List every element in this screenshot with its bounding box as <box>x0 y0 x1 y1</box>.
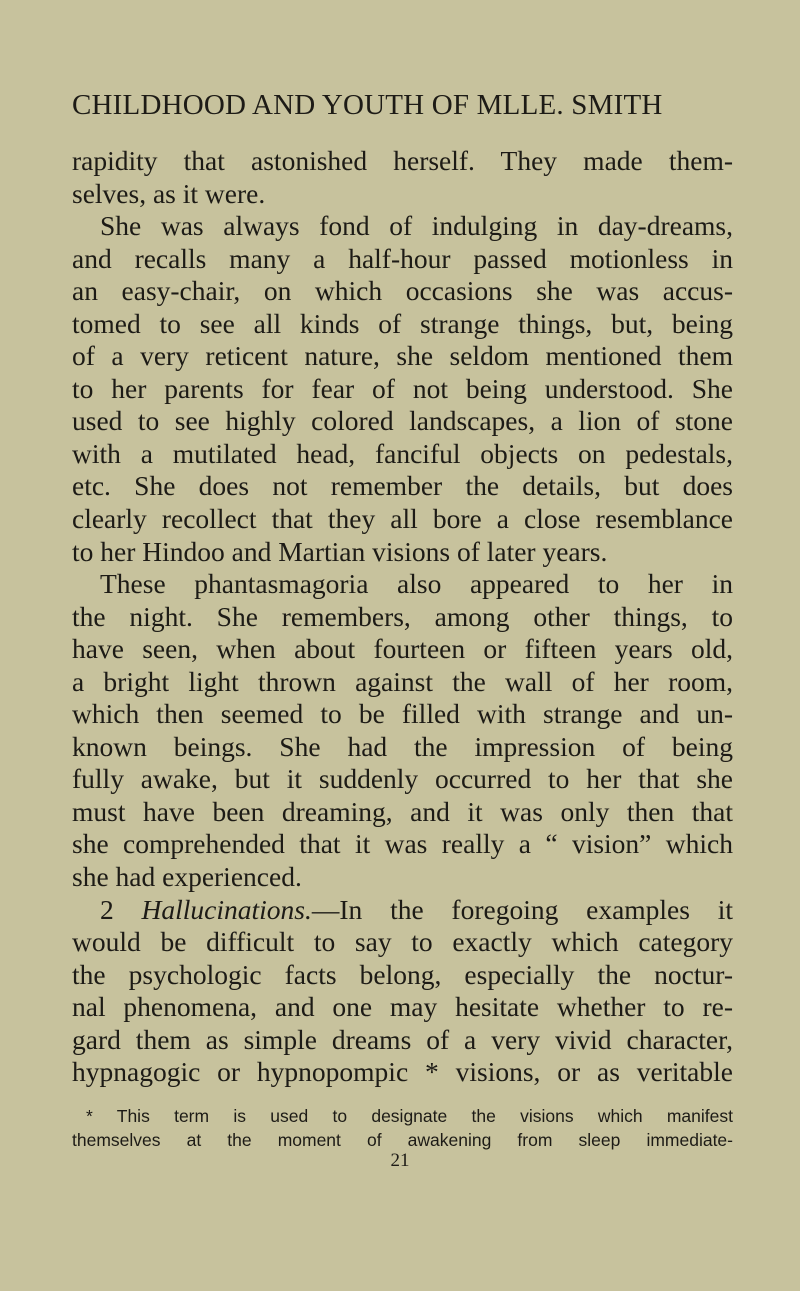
running-head: CHILDHOOD AND YOUTH OF MLLE. SMITH <box>72 89 663 121</box>
text-line: would be difficult to say to exactly which category <box>72 926 733 958</box>
section-heading-line <box>72 894 733 927</box>
text-line: of a very reticent nature, she seldom mentioned them <box>72 340 733 372</box>
text-line: rapidity that astonished herself. They made them- <box>72 145 733 176</box>
text-line: fully awake, but it suddenly occurred to her that she <box>72 763 733 795</box>
section-number: 2 <box>100 893 114 925</box>
section-title: Hallucinations. <box>141 893 312 925</box>
body-text <box>72 145 733 1089</box>
footnote-line: themselves at the moment of awakening from sleep immediate- <box>72 1130 733 1150</box>
text-line: and recalls many a half-hour passed motionless in <box>72 242 733 274</box>
text-line: with a mutilated head, fanciful objects on pedestals, <box>72 437 733 469</box>
text-line: selves, as it were. <box>72 177 266 209</box>
text-line: These phantasmagoria also appeared to her in <box>100 568 733 600</box>
text-line: gard them as simple dreams of a very vivid character, <box>72 1023 733 1055</box>
text-line: known beings. She had the impression of being <box>72 730 733 762</box>
text-line: she comprehended that it was really a “ vision” which <box>72 828 733 860</box>
text-line: hypnagogic or hypnopompic * visions, or as veritable <box>72 1056 733 1088</box>
text-line: she had experienced. <box>72 861 302 893</box>
text-line: clearly recollect that they all bore a close resemblance <box>72 503 733 535</box>
text-line: to her Hindoo and Martian visions of later years. <box>72 535 608 567</box>
text-line: used to see highly colored landscapes, a lion of stone <box>72 405 733 437</box>
text-line: must have been dreaming, and it was only then that <box>72 795 733 827</box>
text-line: which then seemed to be filled with strange and un- <box>72 698 733 730</box>
page-number: 21 <box>390 1150 410 1171</box>
text-line: etc. She does not remember the details, but does <box>72 470 733 502</box>
text-line: an easy-chair, on which occasions she was accus- <box>72 275 733 307</box>
text-line: to her parents for fear of not being understood. She <box>72 372 733 404</box>
text-line: have seen, when about fourteen or fifteen years old, <box>72 633 733 665</box>
text-line: the psychologic facts belong, especially the noctur- <box>72 958 733 990</box>
text-line: the night. She remembers, among other things, to <box>72 600 733 632</box>
section-first-line: —In the foregoing examples it <box>311 893 734 925</box>
text-line: tomed to see all kinds of strange things, but, being <box>72 307 733 339</box>
text-line: She was always fond of indulging in day-dreams, <box>100 210 733 242</box>
text-line: nal phenomena, and one may hesitate whether to re- <box>72 991 733 1023</box>
footnote <box>72 1104 733 1152</box>
footnote-line: * This term is used to designate the visions which manifest <box>86 1106 733 1126</box>
text-line: a bright light thrown against the wall of her room, <box>72 665 733 697</box>
